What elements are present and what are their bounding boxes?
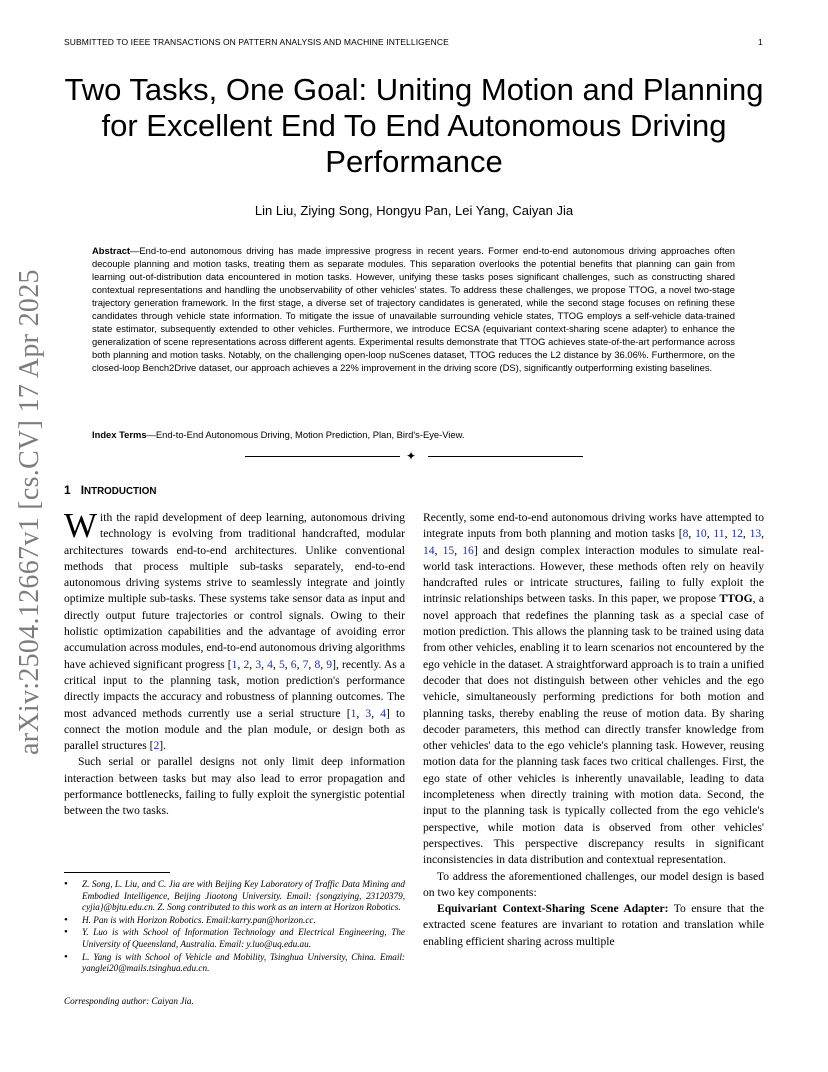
citation-link[interactable]: 3 (365, 706, 372, 720)
footnote-rule (64, 872, 170, 873)
section-title-rest: NTRODUCTION (84, 486, 157, 497)
abstract-label: Abstract (92, 245, 131, 256)
text-run: To ensure that the extracted scene features are invariant to rotation and translation while enabling efficient sharing across multiple (423, 902, 764, 948)
divider-line-left (245, 456, 400, 457)
footnote-item: • Z. Song, L. Liu, and C. Jia are with Beijing Key Laboratory of Traffic Data Mining and Embodied Intelligence, Beijing Jiaotong University. Email: {songziying, 23120379, cyjia}@bjtu.edu.cn. Z. Song contributed to this work as an intern at Horizon Robotics. (64, 879, 405, 914)
drop-cap: W (64, 506, 98, 545)
citation-link[interactable]: 1 (350, 706, 357, 720)
text-run: ], recently. As a critical input to the planning task, motion prediction's performance directly impacts the accuracy and robustness of planning outcomes. The most advanced methods currently use a serial structure [ (64, 657, 406, 720)
author-list: Lin Liu, Ziying Song, Hongyu Pan, Lei Yang, Caiyan Jia (254, 203, 574, 218)
text-run: Recently, some end-to-end autonomous driving works have attempted to integrate inputs from both planning and motion tasks [ (423, 511, 764, 541)
section-initial: I (80, 483, 85, 497)
method-name: TTOG (719, 592, 753, 606)
paragraph: To address the aforementioned challenges, our model design is based on two key components: (423, 869, 764, 899)
citation-link[interactable]: 6 (290, 657, 297, 671)
paragraph: With the rapid development of deep learning, autonomous driving technology is evolving from traditional handcrafted, modular architectures towards end-to-end architectures. Unlike conventional methods that process multiple sub-tasks separately, end-to-end autonomous driving systems strive to seamlessly integrate and jointly optimize multiple sub-tasks. These systems take sensor data as input and directly output future trajectories or control signals. Owing to their holistic optimization capabilities and the advantage of avoiding error accumulation across modules, end-to-end autonomous driving algorithms have achieved significant progress [1, 2, 3, 4, 5, 6, 7, 8, 9], recently. As a critical input to the planning task, motion prediction's performance directly impacts the accuracy and robustness of planning outcomes. The most advanced methods currently use a serial structure [1, 3, 4] to connect the motion module and the plan module, or design both as parallel structures [2]. (64, 506, 406, 753)
citation-link[interactable]: 1 (231, 657, 238, 671)
footnote-item: • H. Pan is with Horizon Robotics. Email:karry.pan@horizon.cc. (64, 915, 405, 927)
paragraph (423, 901, 764, 950)
citation-link[interactable]: 15 (442, 543, 455, 557)
citation-link[interactable]: 2 (243, 657, 250, 671)
abstract-text: —End-to-end autonomous driving has made impressive progress in recent years. Former end-to-end autonomous driving approaches often decouple planning and motion tasks, treating them as separate modules. This separation overlooks the potential benefits that planning can gain from learning out-of-distribution data encountered in motion tasks. However, unifying these tasks poses significant challenges, such as constructing shared contextual representations and handling the unobservability of other vehicles' states. To address these challenges, we propose TTOG, a novel two-stage trajectory generation framework. In the first stage, a diverse set of trajectory candidates is generated, while the second stage focuses on refining these candidates through vehicle state information. To mitigate the issue of unavailable surrounding vehicle states, TTOG employs a self-vehicle data-trained state estimator, subsequently extended to other vehicles. Furthermore, we introduce ECSA (equivariant context-sharing scene adapter) to enhance the generalization of scene representations across different agents. Experimental results demonstrate that TTOG achieves state-of-the-art performance across both planning and motion tasks. Notably, on the challenging open-loop nuScenes dataset, TTOG reduces the L2 distance by 36.06%. Furthermore, on the closed-loop Bench2Drive dataset, our approach achieves a 22% improvement in the driving score (DS), significantly outperforming existing baselines. (92, 245, 735, 373)
citation-link[interactable]: 5 (278, 657, 285, 671)
footnote-item: • L. Yang is with School of Vehicle and Mobility, Tsinghua University, China. Email: yanglei20@mails.tsinghua.edu.cn. (64, 952, 405, 975)
citation-link[interactable]: 11 (713, 527, 725, 541)
citation-link[interactable]: 13 (749, 527, 762, 541)
citation-link[interactable]: 8 (682, 527, 689, 541)
paragraph: Recently, some end-to-end autonomous driving works have attempted to integrate inputs from both planning and motion tasks [8, 10, 11, 12, 13, 14, 15, 16] and design complex interaction modules to simulate real-world task interactions. However, these methods often rely on heavily handcrafted rules or intricate structures, failing to fully exploit the intrinsic relationships between tasks. In this paper, we propose TTOG, a novel approach that redefines the planning task as a special case of motion prediction. This allows the planning task to be trained using data from other vehicles, enabling it to learn scenarios not encountered by the ego vehicle in the dataset. A straightforward approach is to train a unified decoder that does not distinguish between other vehicles and the ego vehicle, simultaneously performing predictions for both motion and planning tasks, thereby enabling the reuse of motion data. By sharing decoder parameters, this method can directly transfer knowledge from other vehicles' data to the ego vehicle's planning task. However, reusing motion data for the planning task faces two critical challenges. First, the ego state of other vehicles is inherently unavailable, leading to data incompleteness when directly training with motion data. Second, the input to the planning task is typically collected from the ego vehicle's perspective, while motion data is observed from other vehicles' perspectives. This perspective discrepancy results in significant inconsistencies in data distribution and contextual representation. (423, 511, 765, 867)
paper-title: Two Tasks, One Goal: Uniting Motion and Planning for Excellent End To End Autonomous Driving Performance (64, 72, 764, 179)
divider-diamond-icon: ✦ (406, 449, 417, 463)
text-run: ] and design complex interaction modules to simulate real-world task interactions. However, these methods often rely on heavily handcrafted rules or intricate structures, failing to fully exploit the intrinsic relationships between tasks. In this paper, we propose (423, 543, 765, 606)
page-number: 1 (758, 37, 763, 47)
citation-link[interactable]: 3 (255, 657, 262, 671)
column-right (423, 510, 764, 950)
citation-link[interactable]: 16 (462, 543, 474, 557)
text-run: ]. (159, 739, 167, 753)
footnote-item: • Y. Luo is with School of Information Technology and Electrical Engineering, The University of Queensland, Australia. Email: y.luo@uq.edu.au. (64, 927, 405, 950)
affiliation-footnotes (64, 879, 405, 976)
abstract (92, 244, 735, 374)
citation-link[interactable]: 9 (326, 657, 333, 671)
text-run: ] to connect the motion module and the plan module, or design both as parallel structures [ (64, 706, 406, 753)
citation-link[interactable]: 4 (380, 706, 387, 720)
citation-link[interactable]: 7 (302, 657, 309, 671)
section-heading-introduction (64, 483, 156, 497)
paragraph: Such serial or parallel designs not only limit deep information interaction between tasks but may also lead to error propagation and performance bottlenecks, failing to fully exploit the synergistic potential between the two tasks. (64, 755, 405, 818)
arxiv-stamp[interactable]: arXiv:2504.12667v1 [cs.CV] 17 Apr 2025 (14, 269, 45, 755)
index-terms-text: —End-to-End Autonomous Driving, Motion Prediction, Plan, Bird's-Eye-View. (146, 429, 465, 440)
citation-link[interactable]: 12 (731, 527, 743, 541)
citation-link[interactable]: 2 (153, 739, 160, 753)
running-header: SUBMITTED TO IEEE TRANSACTIONS ON PATTERN ANALYSIS AND MACHINE INTELLIGENCE (64, 37, 449, 47)
component-heading: Equivariant Context-Sharing Scene Adapter: (437, 902, 669, 916)
corresponding-author: Corresponding author: Caiyan Jia. (64, 996, 194, 1006)
text-run: , a novel approach that redefines the planning task as a special case of motion prediction. This allows the planning task to be trained using data from other vehicles, enabling it to learn scenarios not encountered by the ego vehicle in the dataset. A straightforward approach is to train a unified decoder that does not distinguish between other vehicles and the ego vehicle, simultaneously performing predictions for both motion and planning tasks, thereby enabling the reuse of motion data. By sharing decoder parameters, this method can directly transfer knowledge from other vehicles' data to the ego vehicle's planning task. However, reusing motion data for the planning task faces two critical challenges. First, the ego state of other vehicles is inherently unavailable, leading to data incompleteness when directly training with motion data. Second, the input to the planning task is typically collected from the ego vehicle's perspective, while motion data is observed from other vehicles' perspectives. This perspective discrepancy results in significant inconsistencies in data distribution and contextual representation. (423, 592, 764, 867)
index-terms (92, 429, 735, 440)
citation-link[interactable]: 14 (423, 543, 435, 557)
divider-line-right (428, 456, 583, 457)
citation-link[interactable]: 10 (695, 527, 707, 541)
index-terms-label: Index Terms (92, 429, 147, 440)
section-number: 1 (64, 483, 71, 497)
citation-link[interactable]: 4 (267, 657, 273, 671)
text-run: ith the rapid development of deep learning, autonomous driving technology is evolving from traditional handcrafted, modular architectures towards end-to-end architectures. Unlike conventional methods that process multiple sub-tasks separately, end-to-end autonomous driving systems strive to seamlessly integrate and jointly optimize multiple sub-tasks. These systems take sensor data as input and directly output future trajectories or control signals. Owing to their holistic optimization capabilities and the advantage of avoiding error accumulation across modules, end-to-end autonomous driving algorithms have achieved significant progress [ (64, 511, 405, 671)
citation-link[interactable]: 8 (314, 657, 321, 671)
column-left (64, 506, 406, 820)
